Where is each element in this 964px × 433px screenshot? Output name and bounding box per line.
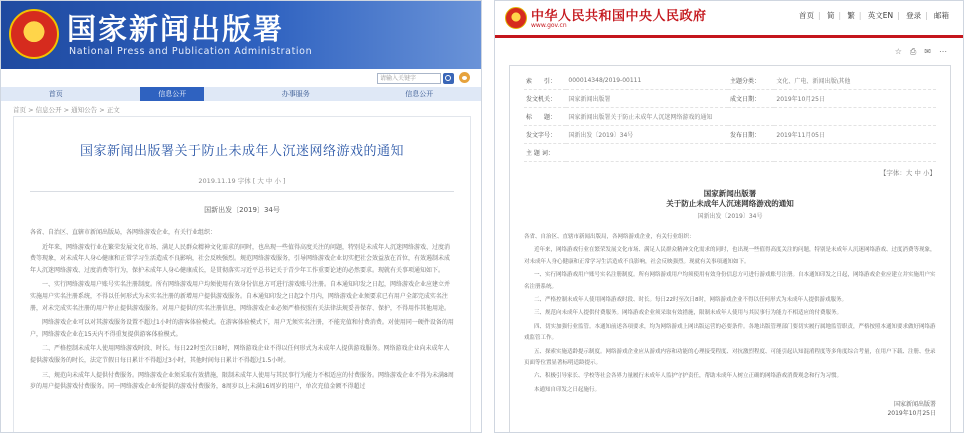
info-cell-k1: 发文字号：: [524, 126, 566, 144]
gov-site-title[interactable]: 中华人民共和国中央人民政府: [531, 9, 707, 24]
paragraph: 一、实行网络游戏用户账号实名注册制度。所有网络游戏用户均须使用有效身份信息方可进行游戏账号注册。自本通知印发之日起，网络游戏企业应建立并实施用户实名注册系统。: [524, 272, 936, 290]
link-login[interactable]: 登录: [906, 11, 922, 20]
document-body: [524, 232, 936, 396]
nav-item-info-open-2[interactable]: 信息公开: [405, 90, 434, 98]
link-home[interactable]: 首页: [799, 11, 815, 20]
info-row: [524, 72, 936, 90]
paragraph: 二、严格控制未成年人使用网络游戏时段、时长。每日22时至次日8时，网络游戏企业不得以任何形式为未成年人提供游戏服务。网络游戏企业向未成年人提供游戏服务的时长，法定节假日每日累计不得超过3小时，其他时间每日累计不得超过1.5小时。: [30, 345, 450, 364]
info-cell-k1: 发文机关：: [524, 90, 566, 108]
nppa-site-subtitle: National Press and Publication Administration: [69, 46, 313, 57]
paragraph: 近年来，网络游戏行业在繁荣发展文化市场、满足人民群众精神文化需求的同时，也出现一些值得高度关注的问题，特别是未成年人沉迷网络游戏、过度消费等现象，对未成年人身心健康和正常学习生活造成不良影响，社会反映强烈。规范网络游戏服务，引导网络游戏企业切实把社会效益放在首位，有效遏制未成年人沉迷网络游戏、过度消费等行为，保护未成年人身心健康成长，是贯彻落实习近平总书记关于青少年工作重要论述的必然要求。现就有关事项通知如下。: [30, 243, 451, 274]
headline-line-2: 关于防止未成年人沉迷网络游戏的通知: [666, 199, 794, 208]
favorite-icon[interactable]: ☆: [894, 47, 902, 56]
nppa-site-title[interactable]: 国家新闻出版署: [67, 12, 285, 46]
info-cell-k1: 标 题：: [524, 108, 566, 126]
gov-top-links: 首页 | 简 | 繁 | 英文EN | 登录 | 邮箱: [799, 11, 949, 20]
info-row: [524, 144, 936, 162]
info-cell-k2: 发布日期：: [728, 126, 774, 144]
link-simplified[interactable]: 简: [826, 11, 835, 20]
gov-page: [494, 0, 964, 433]
breadcrumb[interactable]: 首页 > 信息公开 > 通知公告 > 正文: [13, 106, 120, 114]
info-cell-v1: 000014348/2019-00111: [566, 72, 728, 90]
info-cell-v1: 国家新闻出版署: [566, 90, 728, 108]
mail-icon[interactable]: ✉: [924, 47, 931, 56]
article-tools: [895, 47, 947, 57]
paragraph: 本通知自印发之日起施行。: [534, 386, 601, 393]
info-cell-k2: 主题分类：: [728, 72, 774, 90]
article-container: [13, 116, 471, 433]
nav-item-home[interactable]: 首页: [48, 90, 63, 98]
divider: [30, 191, 454, 192]
paragraph: 近年来，网络游戏行业在繁荣发展文化市场、满足人民群众精神文化需求的同时，也出现一些值得高度关注的问题，特别是未成年人沉迷网络游戏、过度消费等现象，对未成年人身心健康和正常学习生活造成不良影响，社会反映强烈。现就有关事项通知如下。: [524, 247, 936, 265]
signing-date: 2019年10月25日: [887, 410, 936, 418]
gov-header: [495, 1, 963, 35]
paragraph: 一、实行网络游戏用户账号实名注册制度。所有网络游戏用户均须使用有效身份信息方可进行游戏账号注册。自本通知印发之日起，网络游戏企业应建立并实施用户实名注册系统，不得以任何形式为未实名注册的新增用户提供游戏服务。自本通知印发之日起2个月内，网络游戏企业须要求已有用户全部完成实名注册，对未完成实名注册的用户停止提供游戏服务。对用户提供的实名注册信息，网络游戏企业必须严格按照有关法律法规妥善保存、保护，不得用作其他用途。: [30, 281, 451, 312]
paragraph: 各省、自治区、直辖市新闻出版局，各网络游戏企业，有关行业组织：: [524, 234, 695, 240]
header-divider: [495, 35, 964, 38]
info-cell-k1: 索 引：: [524, 72, 566, 90]
national-emblem-icon: ★: [9, 9, 59, 59]
info-cell-v1: 国家新闻出版署关于防止未成年人沉迷网络游戏的通知: [566, 108, 936, 126]
document-container: [509, 65, 951, 433]
paragraph: 四、切实加强行业监管。本通知前述各项要求，均为网络游戏上网出版运营的必要条件。各地出版管理部门要切实履行属地监管职责，严格按照本通知要求做好网络游戏监管工作。: [524, 323, 936, 342]
nppa-banner: [1, 1, 481, 69]
paragraph: 五、探索实施适龄提示制度。网络游戏企业应从游戏内容和功能的心理接受程度、对抗激烈程度、可能引起认知混淆程度等多角度综合考量，在用户下载、注册、登录页面等位置显著标明适龄提示。: [524, 348, 936, 367]
info-cell-k2: 成文日期：: [728, 90, 774, 108]
signing-organization: 国家新闻出版署: [893, 401, 936, 409]
nav-item-services[interactable]: 办事服务: [281, 90, 310, 98]
paragraph: 网络游戏企业可以对其游戏服务设置不超过1小时的游客体验模式。在游客体验模式下，用户无须实名注册，不能充值和付费消费。对使用同一硬件设备的用户，网络游戏企业在15天内不得重复提供游客体验模式。: [30, 319, 454, 338]
info-cell-v2: 文化、广电、新闻出版\其他: [774, 72, 936, 90]
article-body: [30, 227, 454, 393]
weibo-icon[interactable]: [459, 72, 470, 83]
article-headline: 国家新闻出版署关于防止未成年人沉迷网络游戏的通知: [79, 144, 404, 159]
search-icon[interactable]: [443, 73, 454, 84]
font-size-control[interactable]: 【字体：大 中 小】: [879, 169, 936, 177]
paragraph: 六、积极引导家长、学校等社会各界力量履行未成年人监护守护责任，帮助未成年人树立正确的网络游戏消费观念和行为习惯。: [534, 373, 843, 380]
more-icon[interactable]: ⋯: [939, 47, 947, 56]
paragraph: 二、严格控制未成年人使用网络游戏时段、时长。每日22时至次日8时，网络游戏企业不得以任何形式为未成年人提供游戏服务。: [534, 297, 848, 304]
link-traditional[interactable]: 繁: [847, 11, 855, 20]
signature-block: [524, 400, 936, 418]
gov-site-url: www.gov.cn: [531, 22, 567, 29]
info-row: [524, 90, 936, 108]
info-row: [524, 108, 936, 126]
link-english[interactable]: 英文EN: [867, 11, 894, 20]
nppa-nav-bar: [1, 87, 481, 101]
paragraph: 三、规范向未成年人提供付费服务。网络游戏企业须采取有效措施，限制未成年人使用与其民事行为能力不相适应的付费服务。网络游戏企业不得为未满8周岁的用户提供游戏付费服务。同一网络游戏企业所提供的游戏付费服务，8周岁以上未满16周岁的用户，单次充值金额不得超过: [30, 371, 454, 391]
paragraph: 各省、自治区、直辖市新闻出版局，各网络游戏企业，有关行业组织：: [30, 229, 217, 236]
paragraph: 三、规范向未成年人提供付费服务。网络游戏企业须采取有效措施，限制未成年人使用与其民事行为能力不相适应的付费服务。: [534, 310, 843, 317]
article-meta: 2019.11.19 字体 [ 大 中 小 ]: [198, 177, 286, 185]
info-cell-k1: 主 题 词：: [524, 144, 566, 162]
national-emblem-icon: [505, 7, 527, 29]
info-row: [524, 126, 936, 144]
document-number: 国新出发〔2019〕34号: [697, 213, 763, 220]
print-icon[interactable]: ⎙: [909, 47, 917, 56]
info-cell-v1: [566, 144, 936, 162]
search-input[interactable]: 请输入关键字: [377, 73, 441, 84]
link-mail[interactable]: 邮箱: [934, 11, 949, 20]
headline-line-1: 国家新闻出版署: [703, 189, 757, 198]
nav-item-info-open[interactable]: 信息公开: [140, 87, 204, 101]
document-info-table: [524, 72, 936, 162]
info-cell-v1: 国新出发〔2019〕34号: [566, 126, 728, 144]
document-headline: [524, 189, 936, 209]
info-cell-v2: 2019年11月05日: [774, 126, 936, 144]
info-cell-v2: 2019年10月25日: [774, 90, 936, 108]
document-number: 国新出发〔2019〕34号: [204, 206, 280, 214]
